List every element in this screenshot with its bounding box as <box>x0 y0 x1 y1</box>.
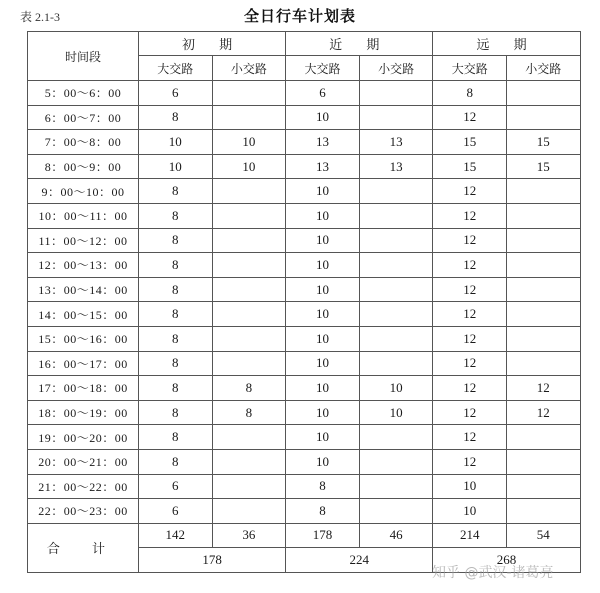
time-slot-cell: 16：00～17：00 <box>28 351 139 376</box>
train-count-cell: 10 <box>286 400 360 425</box>
train-count-cell: 12 <box>433 228 507 253</box>
train-count-cell <box>359 499 433 524</box>
table-row <box>28 277 581 302</box>
train-count-cell: 8 <box>212 400 286 425</box>
train-count-cell: 10 <box>433 474 507 499</box>
train-count-cell: 12 <box>433 376 507 401</box>
train-count-cell: 13 <box>286 154 360 179</box>
train-count-cell: 15 <box>433 130 507 155</box>
train-count-cell: 12 <box>433 302 507 327</box>
train-count-cell <box>507 179 581 204</box>
train-count-cell: 12 <box>507 400 581 425</box>
train-count-cell: 10 <box>286 376 360 401</box>
train-count-cell: 8 <box>139 253 213 278</box>
time-slot-cell: 20：00～21：00 <box>28 449 139 474</box>
train-count-cell: 8 <box>139 277 213 302</box>
combined-total-far: 268 <box>433 548 580 573</box>
total-cell: 46 <box>359 523 433 548</box>
train-count-cell <box>359 253 433 278</box>
train-count-cell <box>507 425 581 450</box>
table-body <box>28 81 581 524</box>
train-count-cell: 12 <box>433 425 507 450</box>
train-count-cell <box>212 277 286 302</box>
train-count-cell: 10 <box>286 277 360 302</box>
table-row <box>28 228 581 253</box>
train-count-cell: 13 <box>286 130 360 155</box>
train-count-cell: 10 <box>286 302 360 327</box>
train-count-cell: 6 <box>139 474 213 499</box>
train-count-cell: 12 <box>433 277 507 302</box>
train-count-cell: 12 <box>433 449 507 474</box>
period-header-far: 远 期 <box>433 32 580 56</box>
train-count-cell: 10 <box>286 253 360 278</box>
train-count-cell: 13 <box>359 154 433 179</box>
train-count-cell <box>212 81 286 106</box>
table-row <box>28 253 581 278</box>
sub-header-long-route: 大交路 <box>433 56 507 81</box>
table-row <box>28 474 581 499</box>
time-slot-cell: 21：00～22：00 <box>28 474 139 499</box>
table-row <box>28 203 581 228</box>
train-count-cell: 15 <box>433 154 507 179</box>
train-count-cell: 8 <box>139 105 213 130</box>
train-count-cell: 8 <box>139 449 213 474</box>
train-count-cell <box>507 499 581 524</box>
train-count-cell <box>507 253 581 278</box>
table-row <box>28 376 581 401</box>
time-slot-cell: 14：00～15：00 <box>28 302 139 327</box>
time-column-header: 时间段 <box>28 32 139 81</box>
table-row <box>28 326 581 351</box>
time-slot-cell: 5：00～6：00 <box>28 81 139 106</box>
table-row <box>28 449 581 474</box>
train-count-cell <box>212 203 286 228</box>
train-count-cell <box>359 81 433 106</box>
total-cell: 54 <box>507 523 581 548</box>
time-slot-cell: 17：00～18：00 <box>28 376 139 401</box>
train-count-cell: 8 <box>139 228 213 253</box>
train-count-cell: 10 <box>139 154 213 179</box>
table-caption: 表 2.1-3 <box>20 10 60 24</box>
train-count-cell: 8 <box>212 376 286 401</box>
time-slot-cell: 7：00～8：00 <box>28 130 139 155</box>
train-count-cell: 12 <box>433 351 507 376</box>
train-count-cell <box>359 351 433 376</box>
train-count-cell: 15 <box>507 130 581 155</box>
train-count-cell <box>212 474 286 499</box>
train-count-cell <box>212 253 286 278</box>
header-row-periods <box>28 32 581 56</box>
totals-row <box>28 523 581 548</box>
sub-header-short-route: 小交路 <box>212 56 286 81</box>
train-count-cell: 10 <box>433 499 507 524</box>
train-count-cell: 8 <box>139 425 213 450</box>
totals-label: 合 计 <box>28 523 139 572</box>
train-count-cell <box>507 81 581 106</box>
train-count-cell <box>359 105 433 130</box>
train-count-cell: 8 <box>139 302 213 327</box>
total-cell: 36 <box>212 523 286 548</box>
period-header-initial: 初 期 <box>139 32 286 56</box>
train-count-cell: 10 <box>286 179 360 204</box>
train-count-cell <box>359 277 433 302</box>
time-slot-cell: 9：00～10：00 <box>28 179 139 204</box>
train-count-cell: 10 <box>286 105 360 130</box>
train-count-cell: 10 <box>286 425 360 450</box>
train-count-cell: 10 <box>286 326 360 351</box>
total-cell: 214 <box>433 523 507 548</box>
train-count-cell <box>359 203 433 228</box>
train-count-cell <box>212 425 286 450</box>
train-count-cell <box>359 449 433 474</box>
time-slot-cell: 8：00～9：00 <box>28 154 139 179</box>
train-count-cell: 8 <box>286 474 360 499</box>
train-count-cell <box>359 302 433 327</box>
train-count-cell: 8 <box>139 203 213 228</box>
time-slot-cell: 12：00～13：00 <box>28 253 139 278</box>
train-count-cell: 8 <box>433 81 507 106</box>
train-count-cell: 8 <box>139 376 213 401</box>
train-count-cell <box>507 449 581 474</box>
train-count-cell: 12 <box>433 326 507 351</box>
table-row <box>28 400 581 425</box>
sub-header-short-route: 小交路 <box>359 56 433 81</box>
table-row <box>28 179 581 204</box>
sub-header-long-route: 大交路 <box>139 56 213 81</box>
train-count-cell: 12 <box>433 400 507 425</box>
train-count-cell: 10 <box>286 203 360 228</box>
train-count-cell <box>507 326 581 351</box>
combined-total-initial: 178 <box>139 548 286 573</box>
train-count-cell: 8 <box>139 326 213 351</box>
train-count-cell: 13 <box>359 130 433 155</box>
train-count-cell: 10 <box>286 351 360 376</box>
total-cell: 142 <box>139 523 213 548</box>
train-count-cell: 12 <box>433 105 507 130</box>
train-count-cell <box>359 425 433 450</box>
train-count-cell: 10 <box>212 154 286 179</box>
train-count-cell: 12 <box>433 179 507 204</box>
train-count-cell <box>507 302 581 327</box>
train-count-cell: 8 <box>139 351 213 376</box>
table-row <box>28 425 581 450</box>
train-count-cell: 6 <box>139 499 213 524</box>
train-count-cell: 6 <box>139 81 213 106</box>
schedule-table <box>27 31 581 573</box>
time-slot-cell: 11：00～12：00 <box>28 228 139 253</box>
train-count-cell: 8 <box>286 499 360 524</box>
time-slot-cell: 19：00～20：00 <box>28 425 139 450</box>
total-cell: 178 <box>286 523 360 548</box>
train-count-cell <box>212 228 286 253</box>
time-slot-cell: 13：00～14：00 <box>28 277 139 302</box>
time-slot-cell: 18：00～19：00 <box>28 400 139 425</box>
time-slot-cell: 10：00～11：00 <box>28 203 139 228</box>
train-count-cell: 6 <box>286 81 360 106</box>
train-count-cell <box>359 179 433 204</box>
watermark: 知乎 @武汉-诸葛亮 <box>432 565 554 581</box>
table-row <box>28 130 581 155</box>
table-row <box>28 154 581 179</box>
time-slot-cell: 6：00～7：00 <box>28 105 139 130</box>
sub-header-long-route: 大交路 <box>286 56 360 81</box>
train-count-cell <box>212 326 286 351</box>
train-count-cell <box>507 277 581 302</box>
table-row <box>28 105 581 130</box>
train-count-cell <box>507 203 581 228</box>
table-row <box>28 351 581 376</box>
train-count-cell <box>212 499 286 524</box>
table-row <box>28 81 581 106</box>
train-count-cell <box>212 105 286 130</box>
train-count-cell: 10 <box>286 228 360 253</box>
time-slot-cell: 22：00～23：00 <box>28 499 139 524</box>
combined-total-near: 224 <box>286 548 433 573</box>
train-count-cell: 8 <box>139 179 213 204</box>
train-count-cell <box>507 228 581 253</box>
train-count-cell <box>359 326 433 351</box>
table-row <box>28 302 581 327</box>
train-count-cell: 10 <box>286 449 360 474</box>
train-count-cell <box>212 449 286 474</box>
period-header-near: 近 期 <box>286 32 433 56</box>
table-title: 全日行车计划表 <box>243 7 356 25</box>
train-count-cell: 12 <box>507 376 581 401</box>
train-count-cell <box>359 228 433 253</box>
train-count-cell <box>507 474 581 499</box>
train-count-cell: 10 <box>359 400 433 425</box>
train-count-cell <box>212 351 286 376</box>
train-count-cell: 15 <box>507 154 581 179</box>
time-slot-cell: 15：00～16：00 <box>28 326 139 351</box>
train-count-cell <box>212 302 286 327</box>
table-row <box>28 499 581 524</box>
train-count-cell <box>359 474 433 499</box>
train-count-cell: 10 <box>359 376 433 401</box>
train-count-cell <box>507 351 581 376</box>
train-count-cell: 12 <box>433 253 507 278</box>
train-count-cell: 8 <box>139 400 213 425</box>
train-count-cell: 10 <box>212 130 286 155</box>
train-count-cell: 12 <box>433 203 507 228</box>
train-count-cell <box>212 179 286 204</box>
sub-header-short-route: 小交路 <box>507 56 581 81</box>
train-count-cell <box>507 105 581 130</box>
train-count-cell: 10 <box>139 130 213 155</box>
